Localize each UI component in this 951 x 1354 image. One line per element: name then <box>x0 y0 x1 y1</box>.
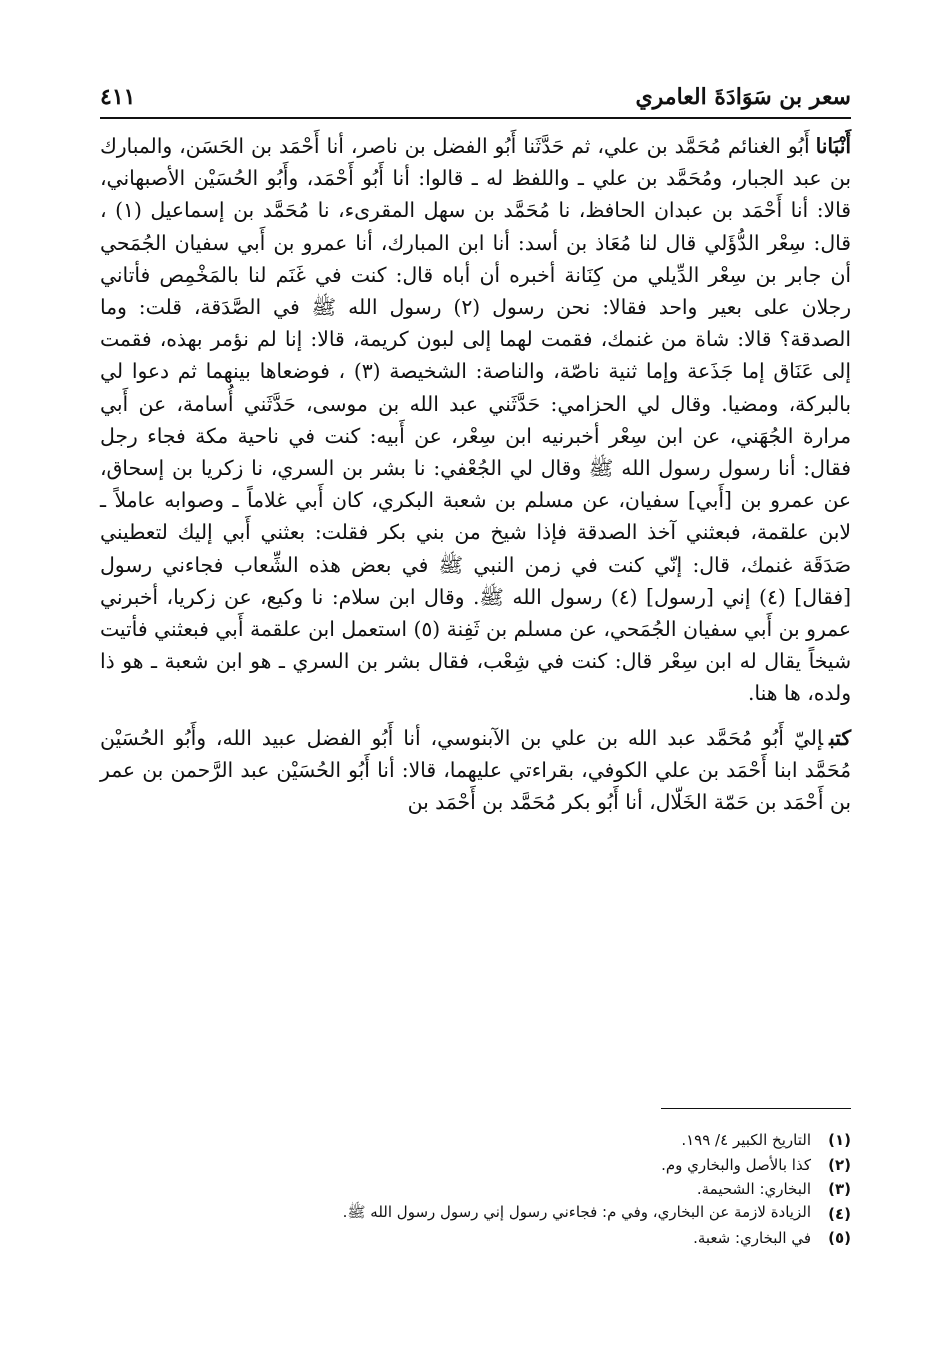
footnote-number: (٢) <box>828 1155 851 1174</box>
footnotes <box>100 1128 851 1251</box>
paragraph-lead-word: كتب <box>829 725 851 750</box>
footnote-text: في البخاري: شعبة. <box>693 1229 811 1248</box>
footnote <box>100 1226 851 1251</box>
paragraph-lead-word: أَنْبَانا <box>815 134 851 158</box>
footnote-number: (٥) <box>828 1229 851 1248</box>
footnote-text: الزيادة لازمة عن البخاري، وفي م: فجاءني رسول إني رسول رسول الله ﷺ. <box>342 1202 811 1221</box>
footnote <box>100 1128 851 1153</box>
footnote-text: البخاري: الشحيمة. <box>696 1180 811 1199</box>
footnote <box>100 1177 851 1202</box>
page-number: ٤١١ <box>100 84 136 110</box>
footnote <box>100 1153 851 1178</box>
paragraph-text: إليّ أَبُو مُحَمَّد عبد الله بن علي بن الآبنوسي، أنا أَبُو الفضل عبيد الله، وأَبُو الحُسَيْن مُحَمَّد ابنا أَحْمَد بن علي الكوفي، بقراءتي عليهما، قالا: أنا أَبُو الحُسَيْن عبد الرَّحمن بن عمر بن أَحْمَد بن حَمّة الخَلّال، أنا أَبُو بكر مُحَمَّد بن أَحْمَد بن <box>100 725 851 815</box>
paragraph-text: أَبُو الغنائم مُحَمَّد بن علي، ثم حَدَّثَنا أَبُو الفضل بن ناصر، أنا أَحْمَد بن الحَسَن، والمبارك بن عبد الجبار، ومُحَمَّد بن علي ـ واللفظ له ـ قالوا: أنا أَبُو أَحْمَد، وأَبُو الحُسَيْن الأصبهاني، قالا: أنا أَحْمَد بن عبدان الحافظ، نا مُحَمَّد بن سهل المقرىء، نا مُحَمَّد بن إسماعيل (١) ، قال: سِعْر الدُّؤَلي قال لنا مُعَاذ بن أسد: أنا ابن المبارك، أنا عمرو بن أَبي سفيان الجُمَحي أن جابر بن سِعْر الدِّيلي من كِنَانة أخبره أن أباه قال: كنت في غَنَم لنا بالمَخْمِص فأتاني رجلان على بعير واحد فقالا: نحن رسول (٢) رسول الله ﷺ في الصَّدَقة، قلت: وما الصدقة؟ قالا: شاة من غنمك، فقمت لهما إلى لبون كريمة، قالا: إنا لم نؤمر بهذه، فقمت إلى عَنَاق إما جَذَعة وإما ثنية ناصّة، والناصة: الشخيصة (٣) ، فوضعاها بينهما ثم دعوا لي بالبركة، ومضيا. وقال لي الحزامي: حَدَّثَني عبد الله بن موسى، حَدَّثَني أُسامة، عن أَبي مرارة الجُهَني، عن ابن سِعْر أخبرنيه ابن سِعْر، عن أَبيه: كنت في ناحية مكة فجاء رجل فقال: أنا رسول رسول الله ﷺ وقال لي الجُعْفي: نا بشر بن السري، نا زكريا بن إسحاق، عن عمرو بن [أَبي] سفيان، عن مسلم بن شعبة البكري، كان أَبي غلاماً ـ وصوابه عاملاً ـ لابن علقمة، فبعثني آخذ الصدقة فإذا شيخ من بني بكر فقلت: بعثني أَبي إليك لتعطيني صَدَقَة غنمك، قال: إنّي كنت في زمن النبي ﷺ في بعض هذه الشِّعاب فجاءني رسول [فقال] (٤) إني [رسول] (٤) رسول الله ﷺ. وقال ابن سلام: نا وكيع، عن زكريا، أخبرني عمرو بن أَبي سفيان الجُمَحي، عن مسلم بن ثَفِنة (٥) استعمل ابن علقمة أَبي فبعثني فأتيت شيخاً يقال له ابن سِعْر قال: كنت في شِعْب، فقال بشر بن السري ـ هو ابن شعبة ـ هو ذا ولده، ها هنا. <box>100 134 851 706</box>
page-header <box>100 70 851 114</box>
paragraph <box>100 130 851 710</box>
footnote-rule <box>661 1108 851 1109</box>
main-text <box>100 130 851 818</box>
footnote <box>100 1202 851 1227</box>
paragraph <box>100 722 851 819</box>
footnote-text: التاريخ الكبير ٤/ ١٩٩. <box>681 1131 811 1150</box>
footnote-number: (١) <box>828 1131 851 1150</box>
footnote-number: (٣) <box>828 1180 851 1199</box>
running-title: سعر بن سَوَادَةَ العامري <box>635 84 851 110</box>
header-rule <box>100 117 851 119</box>
footnote-text: كذا بالأصل والبخاري وم. <box>661 1155 811 1174</box>
footnote-number: (٤) <box>828 1204 851 1223</box>
